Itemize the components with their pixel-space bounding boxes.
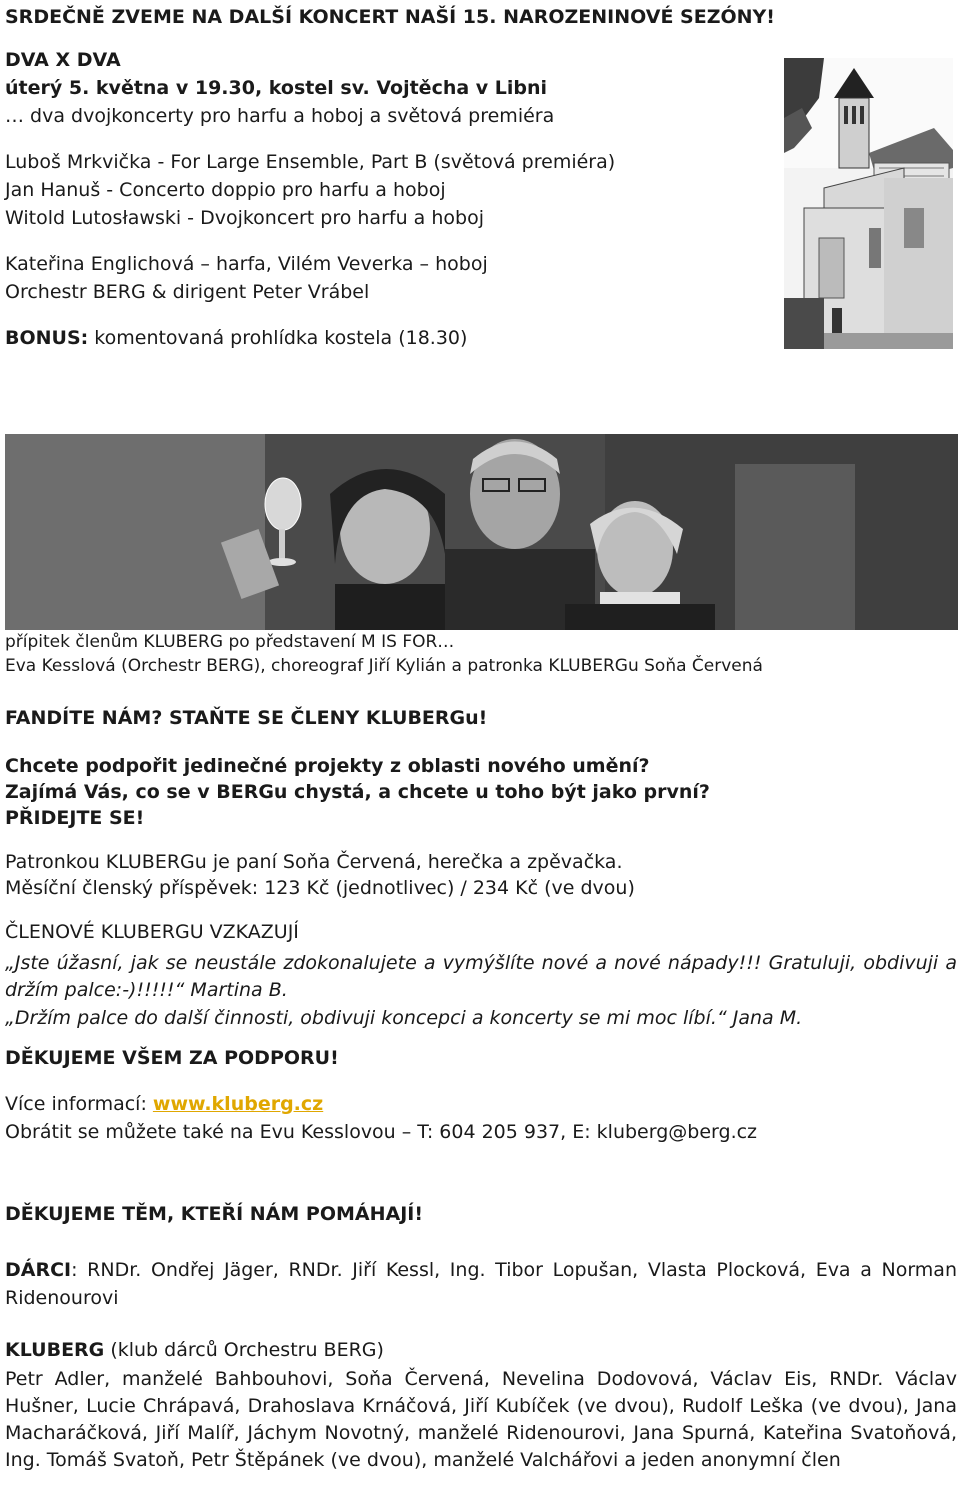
group-illustration — [5, 434, 958, 630]
church-illustration — [784, 58, 953, 349]
bonus-text: komentovaná prohlídka kostela (18.30) — [88, 327, 468, 349]
patron-line: Patronkou KLUBERGu je paní Soňa Červená, herečka a zpěvačka. — [5, 851, 623, 873]
kluberg-subtitle: (klub dárců Orchestru BERG) — [104, 1339, 384, 1361]
concert-title: DVA X DVA — [5, 49, 121, 71]
more-info-label: Více informací: — [5, 1093, 153, 1115]
member-quote: „Držím palce do další činnosti, obdivuji koncepci a koncerty se mi moc líbí.“ Jana M. — [5, 1007, 803, 1029]
join-call: PŘIDEJTE SE! — [5, 807, 145, 829]
kluberg-members: Petr Adler, manželé Bahbouhovi, Soňa Červená, Nevelina Dodovová, Václav Eis, RNDr. Václav Hušner, Lucie Chrápavá, Drahoslava Krnáčová, Jiří Kubíček (ve dvou), Rudolf Leška (ve dvou), Jana Macharáčková, Jiří Malíř, Jáchym Novotný, manželé Ridenourovi, Jana Spurná, Kateřina Svatoňová, Ing. Tomáš Svatoň, Petr Štěpánek (ve dvou), manželé Valchářovi a jeden anonymní člen — [5, 1368, 957, 1471]
supporters-heading: DĚKUJEME TĚM, KTEŘÍ NÁM POMÁHAJÍ! — [5, 1203, 423, 1225]
bonus-label: BONUS: — [5, 327, 89, 349]
performers-line: Orchestr BERG & dirigent Peter Vrábel — [5, 281, 370, 303]
kluberg-heading-line — [5, 1338, 384, 1362]
website-link[interactable]: www.kluberg.cz — [152, 1093, 324, 1115]
photo-caption: Eva Kesslová (Orchestr BERG), choreograf Jiří Kylián a patronka KLUBERGu Soňa Červená — [5, 656, 763, 676]
group-photo — [5, 434, 958, 630]
kluberg-label: KLUBERG — [5, 1339, 105, 1361]
photo-caption: přípitek členům KLUBERG po představení M IS FOR… — [5, 632, 455, 652]
donors-label: DÁRCI — [5, 1259, 72, 1281]
donors-list: : RNDr. Ondřej Jäger, RNDr. Jiří Kessl, Ing. Tibor Lopušan, Vlasta Plocková, Eva a Norman Ridenourovi — [5, 1259, 957, 1309]
bonus-line — [5, 326, 467, 350]
member-quote: „Jste úžasní, jak se neustále zdokonalujete a vymýšlíte nové a nové nápady!!! Gratuluji, obdivuji a držím palce:-)!!!!!“ Martina B. — [5, 952, 957, 1001]
membership-question: Chcete podpořit jedinečné projekty z oblasti nového umění? — [5, 755, 650, 777]
fee-line: Měsíční členský příspěvek: 123 Kč (jednotlivec) / 234 Kč (ve dvou) — [5, 877, 635, 899]
messages-heading: ČLENOVÉ KLUBERGU VZKAZUJÍ — [5, 921, 299, 943]
membership-question: Zajímá Vás, co se v BERGu chystá, a chcete u toho být jako první? — [5, 781, 710, 803]
membership-heading: FANDÍTE NÁM? STAŇTE SE ČLENY KLUBERGu! — [5, 707, 488, 729]
donors-paragraph — [5, 1256, 957, 1312]
concert-subtitle: … dva dvojkoncerty pro harfu a hoboj a světová premiéra — [5, 105, 555, 127]
concert-date-place: úterý 5. května v 19.30, kostel sv. Vojtěcha v Libni — [5, 77, 548, 99]
performers-line: Kateřina Englichová – harfa, Vilém Veverka – hoboj — [5, 253, 488, 275]
program-item: Jan Hanuš - Concerto doppio pro harfu a hoboj — [5, 179, 446, 201]
program-item: Witold Lutosławski - Dvojkoncert pro harfu a hoboj — [5, 207, 484, 229]
more-info-line — [5, 1092, 323, 1116]
church-photo — [784, 58, 953, 349]
thanks-heading: DĚKUJEME VŠEM ZA PODPORU! — [5, 1047, 339, 1069]
contact-line: Obrátit se můžete také na Evu Kesslovou – T: 604 205 937, E: kluberg@berg.cz — [5, 1121, 758, 1143]
concert-headline: SRDEČNĚ ZVEME NA DALŠÍ KONCERT NAŠÍ 15. NAROZENINOVÉ SEZÓNY! — [5, 6, 775, 28]
program-item: Luboš Mrkvička - For Large Ensemble, Part B (světová premiéra) — [5, 151, 616, 173]
